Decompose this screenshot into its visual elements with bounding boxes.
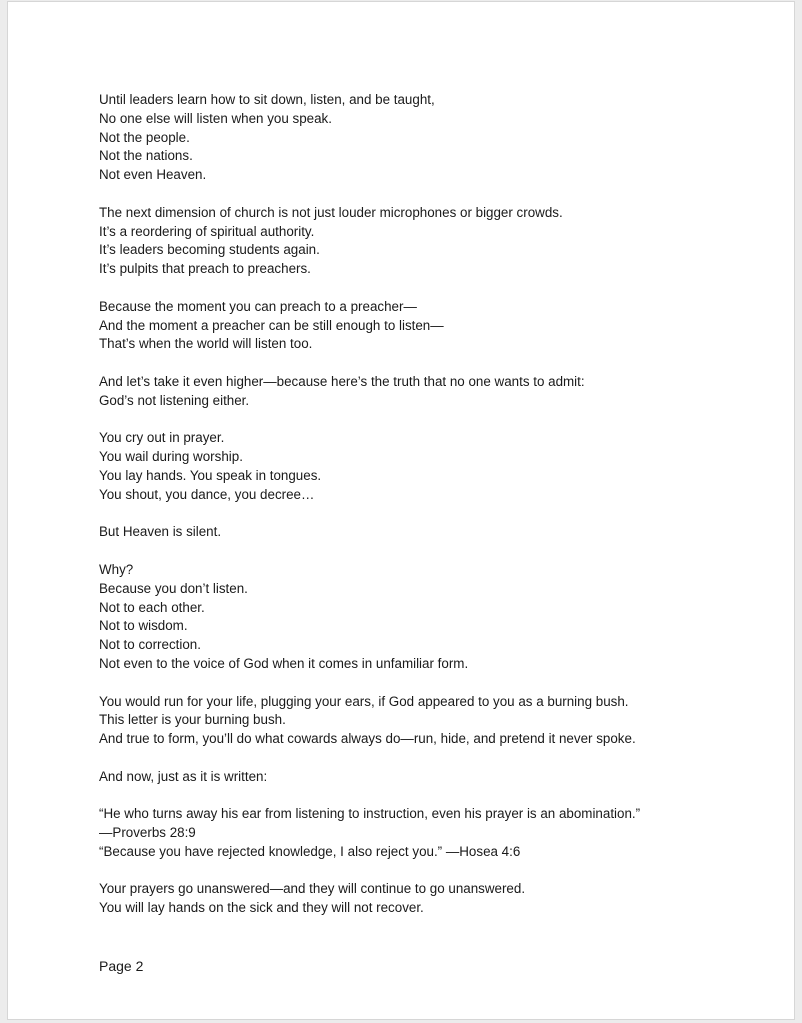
text-line: It’s a reordering of spiritual authority. [99, 223, 315, 239]
text-line: You would run for your life, plugging your ears, if God appeared to you as a burning bush. [99, 693, 629, 709]
text-line: Because the moment you can preach to a preacher— [99, 298, 417, 314]
text-line: It’s pulpits that preach to preachers. [99, 261, 311, 277]
text-line: Until leaders learn how to sit down, listen, and be taught, [99, 92, 435, 107]
page-number: Page 2 [99, 958, 144, 974]
text-line: Not the nations. [99, 148, 193, 164]
text-line: You shout, you dance, you decree… [99, 486, 315, 502]
text-line: And now, just as it is written: [99, 768, 268, 784]
text-line: And true to form, you’ll do what cowards always do—run, hide, and pretend it never spoke. [99, 731, 636, 747]
text-line: That’s when the world will listen too. [99, 336, 313, 352]
paragraph [99, 880, 739, 918]
paragraph [99, 298, 739, 354]
text-line: But Heaven is silent. [99, 524, 222, 540]
text-line: You cry out in prayer. [99, 430, 225, 446]
text-line: And the moment a preacher can be still enough to listen— [99, 317, 444, 333]
paragraph [99, 429, 739, 504]
text-line: “He who turns away his ear from listening to instruction, even his prayer is an abomination.” [99, 806, 641, 822]
text-line: God’s not listening either. [99, 392, 250, 408]
scripture-quotes [99, 805, 739, 861]
text-line: This letter is your burning bush. [99, 712, 286, 728]
paragraph [99, 561, 739, 674]
text-line: Not the people. [99, 129, 190, 145]
text-line: And let’s take it even higher—because here’s the truth that no one wants to admit: [99, 373, 585, 389]
text-line: Not to each other. [99, 599, 205, 615]
text-line: You wail during worship. [99, 449, 243, 465]
text-line: Not to wisdom. [99, 618, 188, 634]
paragraph [99, 204, 739, 279]
text-line: You will lay hands on the sick and they will not recover. [99, 900, 424, 916]
document-page [7, 1, 795, 1020]
text-line: Not to correction. [99, 637, 201, 653]
paragraph [99, 693, 739, 749]
text-line: “Because you have rejected knowledge, I also reject you.” —Hosea 4:6 [99, 843, 521, 859]
paragraph [99, 523, 739, 542]
body-text [99, 91, 739, 937]
text-line: —Proverbs 28:9 [99, 825, 196, 841]
text-line: You lay hands. You speak in tongues. [99, 467, 322, 483]
paragraph [99, 91, 739, 185]
text-line: Not even to the voice of God when it comes in unfamiliar form. [99, 655, 469, 671]
text-line: Your prayers go unanswered—and they will continue to go unanswered. [99, 881, 526, 897]
text-line: Not even Heaven. [99, 167, 207, 183]
text-line: Because you don’t listen. [99, 580, 248, 596]
paragraph [99, 373, 739, 411]
text-line: It’s leaders becoming students again. [99, 242, 320, 258]
paragraph [99, 768, 739, 787]
text-line: Why? [99, 561, 134, 577]
text-line: No one else will listen when you speak. [99, 110, 332, 126]
text-line: The next dimension of church is not just louder microphones or bigger crowds. [99, 204, 563, 220]
